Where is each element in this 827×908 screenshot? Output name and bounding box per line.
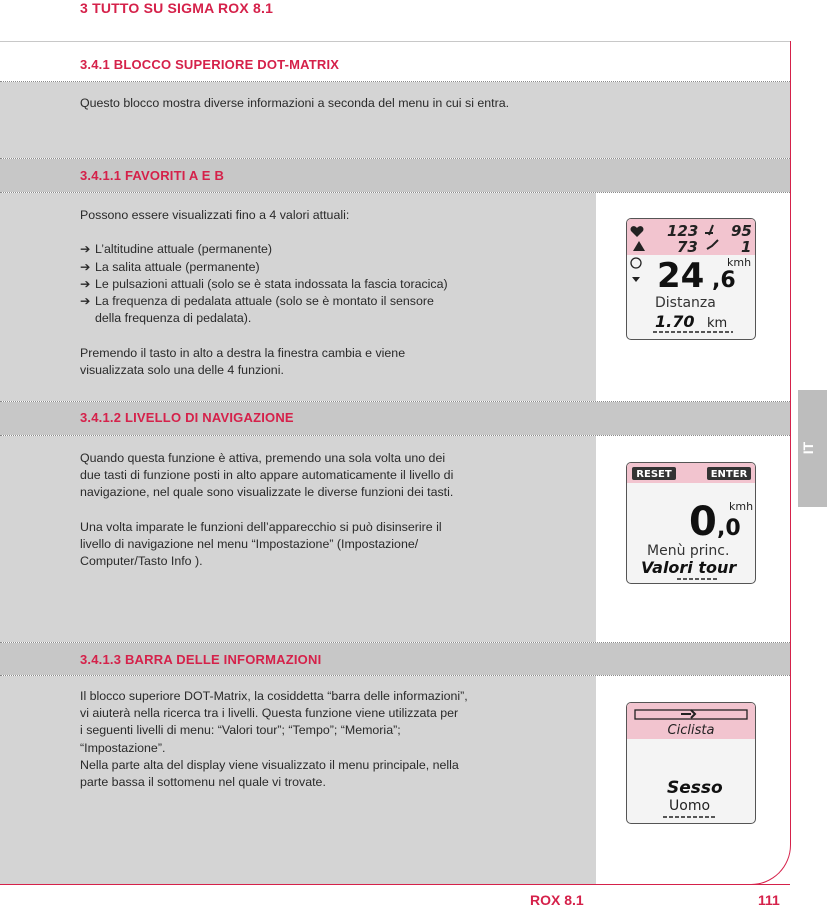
lcd-favorites-display xyxy=(626,218,756,340)
lcd2-unit: kmh xyxy=(729,500,754,513)
list-item: ➔ Le pulsazioni attuali (solo se è stata indossata la fascia toracica) xyxy=(80,276,590,293)
lcd3-label: Sesso xyxy=(667,778,723,798)
arrow-down-icon xyxy=(632,277,640,282)
lcd1-cadence: 95 xyxy=(731,222,752,240)
lcd1-heart-rate: 123 xyxy=(667,222,699,240)
paragraph-line: Computer/Tasto Info ). xyxy=(80,554,203,569)
lcd2-submenu: Valori tour xyxy=(641,558,737,577)
lcd2-reset-label: RESET xyxy=(636,469,672,480)
paragraph-line: due tasti di funzione posti in alto appare automaticamente il livello di xyxy=(80,468,454,483)
section-text-3412 xyxy=(80,450,590,570)
paragraph-line: parte bassa il sottomenu nel quale vi trovate. xyxy=(80,775,326,790)
section-title-3413: 3.4.1.3 BARRA DELLE INFORMAZIONI xyxy=(80,652,322,667)
lcd1-unit: kmh xyxy=(727,256,752,269)
section-title-341: 3.4.1 BLOCCO SUPERIORE DOT-MATRIX xyxy=(80,57,340,72)
paragraph-line: Quando questa funzione è attiva, premendo una sola volta uno dei xyxy=(80,451,446,465)
paragraph-line: “Impostazione”. xyxy=(80,740,166,755)
section-title-3412: 3.4.1.2 LIVELLO DI NAVIGAZIONE xyxy=(80,410,294,425)
paragraph-line: visualizzata solo una delle 4 funzioni. xyxy=(80,362,284,377)
arrow-right-icon: ➔ xyxy=(80,294,91,308)
paragraph-line: Premendo il tasto in alto a destra la finestra cambia e viene xyxy=(80,345,406,360)
section-text-341: Questo blocco mostra diverse informazioni a seconda del menu in cui si entra. xyxy=(80,96,510,110)
lcd3-value: Uomo xyxy=(669,798,711,814)
paragraph-line: Una volta imparate le funzioni dell’apparecchio si può disinserire il xyxy=(80,519,442,534)
section-text-3411 xyxy=(80,207,590,379)
chapter-title: 3 TUTTO SU SIGMA ROX 8.1 xyxy=(80,0,274,16)
intro-line: Possono essere visualizzati fino a 4 valori attuali: xyxy=(80,208,350,222)
footer-product-name: ROX 8.1 xyxy=(530,892,584,908)
lcd2-speed-decimal: ,0 xyxy=(717,516,741,541)
paragraph-line: Nella parte alta del display viene visualizzato il menu principale, nella xyxy=(80,757,459,772)
list-item-continuation: della frequenza di pedalata). xyxy=(95,311,252,326)
lcd1-value-unit: km xyxy=(707,316,728,331)
lcd2-menu: Menù princ. xyxy=(647,543,730,559)
clock-icon xyxy=(631,258,641,268)
frame-bottom-line xyxy=(0,884,790,885)
lcd3-title: Ciclista xyxy=(667,723,715,738)
lcd-navigation-display xyxy=(626,462,756,584)
lcd1-speed-decimal: ,6 xyxy=(712,268,736,293)
arrow-right-icon: ➔ xyxy=(80,276,91,291)
list-item: ➔ La frequenza di pedalata attuale (solo se è montato il sensore xyxy=(80,293,590,310)
lcd2-speed: 0 xyxy=(689,499,717,545)
list-item: ➔ La salita attuale (permanente) xyxy=(80,259,590,276)
section-body-341 xyxy=(0,82,790,158)
paragraph-line: i seguenti livelli di menu: “Valori tour”; “Tempo”; “Memoria”; xyxy=(80,723,401,738)
lcd1-climb: 1 xyxy=(741,238,752,256)
section-text-3413 xyxy=(80,688,590,791)
lcd1-altitude: 73 xyxy=(677,238,698,256)
list-item: ➔ L’altitudine attuale (permanente) xyxy=(80,241,590,258)
language-tab-label: IT xyxy=(800,441,817,455)
arrow-right-icon: ➔ xyxy=(80,242,91,257)
lcd1-speed: 24 xyxy=(657,256,705,296)
paragraph-line: vi aiuterà nella ricerca tra i livelli. Questa funzione viene utilizzata per xyxy=(80,706,459,721)
lcd-info-bar-display xyxy=(626,702,756,824)
arrow-right-icon: ➔ xyxy=(80,259,91,274)
lcd1-value: 1.70 xyxy=(655,312,695,331)
frame-right-line xyxy=(790,41,791,841)
paragraph-line: Il blocco superiore DOT-Matrix, la cosiddetta “barra delle informazioni”, xyxy=(80,689,468,703)
section-title-3411: 3.4.1.1 FAVORITI A E B xyxy=(80,168,225,183)
language-tab xyxy=(798,390,827,507)
footer-page-number: 111 xyxy=(758,892,780,908)
lcd2-enter-label: ENTER xyxy=(710,469,748,480)
paragraph-line: livello di navigazione nel menu “Impostazione” (Impostazione/ xyxy=(80,537,419,551)
lcd1-label: Distanza xyxy=(655,295,716,311)
paragraph-line: navigazione, nel quale sono visualizzate le diverse funzioni dei tasti. xyxy=(80,485,454,500)
